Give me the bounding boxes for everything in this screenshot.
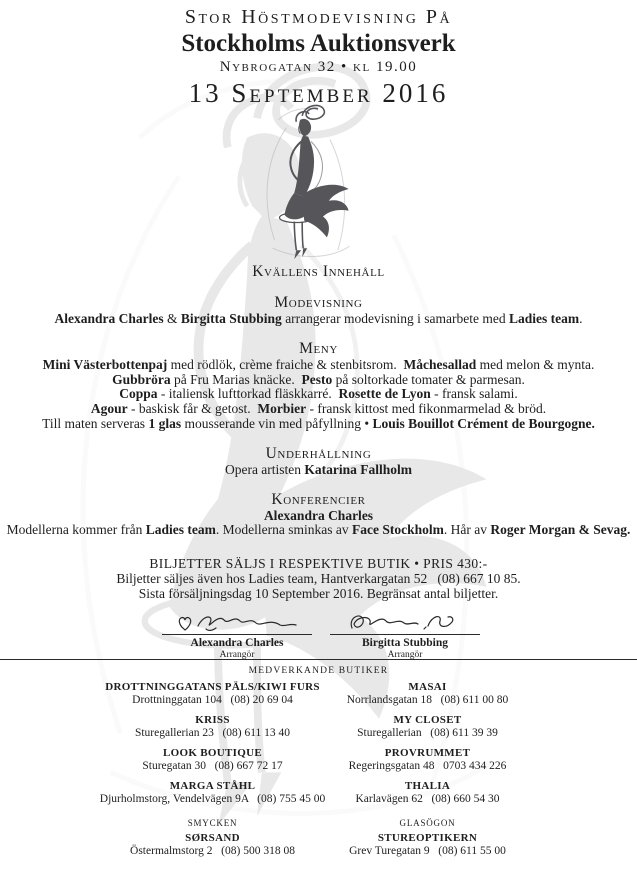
program-title: Kvällens Innehåll	[252, 263, 385, 280]
header	[0, 5, 637, 109]
section-line: Opera artisten Katarina Fallholm	[224, 461, 413, 477]
store-name: SØRSAND	[185, 831, 240, 844]
store-name: MASAI	[408, 681, 447, 693]
store-entry	[245, 832, 610, 858]
ticket-price-line: BILJETTER SÄLJS I RESPEKTIVE BUTIK • PRIS 430:-	[149, 556, 488, 571]
store-category: SMYCKEN	[187, 817, 238, 828]
store-info: Norrlandsgatan 18 (08) 611 00 80	[346, 694, 509, 706]
stores-title: MEDVERKANDE BUTIKER	[248, 666, 389, 676]
footer-divider	[0, 659, 637, 660]
signature-block-left	[162, 610, 312, 660]
store-name: DROTTNINGGATANS PÄLS/KIWI FURS	[105, 681, 320, 693]
store-entry	[245, 681, 610, 707]
store-name: STUREOPTIKERN	[377, 831, 478, 844]
store-entry	[245, 747, 610, 773]
signature-block-right	[330, 610, 480, 660]
section-heading: Underhållning	[265, 444, 372, 462]
section-line: Agour - baskisk får & getost. Morbier - fransk kittost med fikonmarmelad & bröd.	[90, 401, 547, 417]
section-line: Alexandra Charles	[263, 507, 374, 523]
content-sections	[0, 294, 637, 538]
alexandra-signature-icon	[172, 610, 302, 634]
store-info: Karlavägen 62 (08) 660 54 30	[355, 793, 500, 805]
store-info: Sturegallerian 23 (08) 611 13 40	[134, 727, 291, 739]
store-entry	[245, 780, 610, 806]
ticket-sales-line: Biljetter säljes även hos Ladies team, Hantverkargatan 52 (08) 667 10 85.	[116, 571, 521, 586]
ticket-deadline-line: Sista försäljningsdag 10 September 2016. Begränsat antal biljetter.	[138, 586, 499, 601]
store-name: PROVRUMMET	[384, 747, 471, 759]
program	[0, 263, 637, 538]
event-title: Stor Höstmodevisning På	[184, 6, 453, 28]
section-line: Gubbröra på Fru Marias knäcke. Pesto på soltorkade tomater & parmesan.	[112, 371, 525, 387]
section-line: Alexandra Charles & Birgitta Stubbing arrangerar modevisning i samarbete med Ladies team.	[54, 311, 583, 326]
store-entry	[245, 714, 610, 740]
store-info: Regeringsgatan 48 0703 434 226	[348, 760, 507, 772]
signer-name: Birgitta Stubbing	[362, 637, 448, 649]
section-heading: Modevisning	[274, 294, 363, 311]
store-name: MARGA STÅHL	[169, 780, 256, 792]
store-info: Östermalmstorg 2 (08) 500 318 08	[130, 844, 295, 857]
store-category: GLASÖGON	[399, 817, 456, 828]
store-name: THALIA	[404, 780, 451, 792]
section-line: Coppa - italiensk lufttorkad fläskkarré. Rosette de Lyon - fransk salami.	[119, 386, 518, 402]
store-info: Drottninggatan 104 (08) 20 69 04	[132, 694, 293, 706]
signer-role: Arrangör	[219, 650, 255, 660]
venue-name: Stockholms Auktionsverk	[181, 30, 456, 57]
section-line: Mini Västerbottenpaj med rödlök, crème fraiche & stenbitsrom. Måchesallad med melon & mynta.	[42, 356, 595, 372]
store-column-right	[245, 681, 610, 865]
store-info: Sturegatan 30 (08) 667 72 17	[142, 760, 283, 772]
signer-role: Arrangör	[387, 650, 423, 660]
section-heading: Meny	[299, 339, 338, 357]
signer-name: Alexandra Charles	[190, 637, 284, 649]
section-line: Till maten serveras 1 glas mousserande vin med påfyllning • Louis Bouillot Crément de Bourgogne.	[42, 415, 595, 431]
section-heading: Konferencier	[271, 490, 366, 508]
ticket-info	[0, 556, 637, 601]
event-date: 13 September 2016	[188, 78, 449, 108]
store-name: MY CLOSET	[393, 714, 462, 726]
store-info: Sturegallerian (08) 611 39 39	[357, 727, 498, 739]
store-list-right	[245, 681, 610, 806]
store-name: LOOK BOUTIQUE	[163, 747, 262, 759]
fashion-figure-illustration	[226, 100, 411, 268]
section-line: Modellerna kommer från Ladies team. Modellerna sminkas av Face Stockholm. Hår av Roger Morgan & Sevag.	[6, 522, 631, 538]
store-name: KRISS	[195, 714, 230, 726]
signature-line	[162, 634, 312, 635]
store-info: Grev Turegatan 9 (08) 611 55 00	[349, 844, 506, 857]
birgitta-signature-icon	[340, 610, 470, 634]
venue-address-time: Nybrogatan 32 • kl 19.00	[219, 59, 418, 75]
signature-line	[330, 634, 480, 635]
store-info: Djurholmstorg, Vendelvägen 9A (08) 755 45 00	[99, 793, 326, 805]
